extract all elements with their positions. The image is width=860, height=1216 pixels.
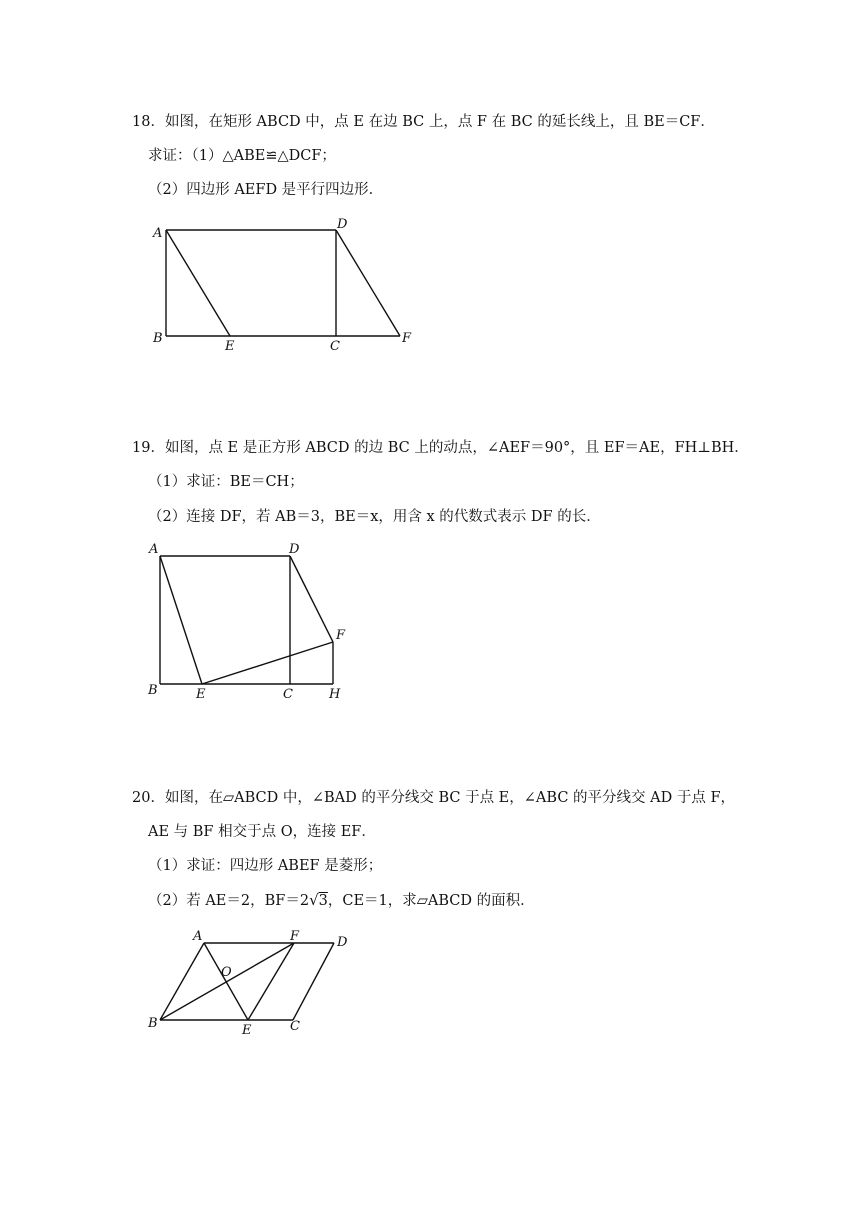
q18-part1: 求证：（1）△ABE≌△DCF；	[148, 148, 336, 164]
q19-label-c: C	[283, 687, 293, 702]
q20-label-o: O	[221, 965, 232, 980]
q19-part1: （1）求证：BE＝CH；	[148, 474, 304, 490]
q19-label-h: H	[329, 687, 341, 702]
sqrt-symbol: √	[309, 891, 319, 909]
q20-figure	[140, 924, 370, 1044]
q18-label-d: D	[337, 217, 348, 232]
q20-label-d: D	[337, 935, 348, 950]
q18-label-c: C	[330, 339, 340, 354]
q19-label-f: F	[336, 628, 346, 643]
q20-label-e: E	[242, 1023, 252, 1038]
q20-stem-cont: AE 与 BF 相交于点 O，连接 EF．	[148, 824, 376, 840]
q20-part2-a: （2）若 AE＝2，BF＝2	[148, 893, 310, 909]
q19-stem: 19．如图，点 E 是正方形 ABCD 的边 BC 上的动点，∠AEF＝90°，且 EF＝AE，FH⊥BH．	[132, 440, 749, 456]
q19-label-d: D	[289, 542, 300, 557]
q20-part2-sqrt: 3	[318, 893, 328, 909]
q19-part2: （2）连接 DF，若 AB＝3，BE＝x，用含 x 的代数式表示 DF 的长．	[148, 509, 601, 525]
q18-figure	[140, 210, 440, 360]
q19-label-b: B	[148, 683, 158, 698]
q19-label-a: A	[149, 542, 159, 557]
q20-part2	[148, 890, 535, 911]
q18-part2: （2）四边形 AEFD 是平行四边形．	[148, 182, 384, 198]
q19-figure	[140, 536, 370, 706]
q18-stem: 18．如图，在矩形 ABCD 中，点 E 在边 BC 上，点 F 在 BC 的延长线上，且 BE＝CF．	[132, 114, 715, 130]
q20-part2-b: ，CE＝1，求▱ABCD 的面积．	[327, 893, 535, 909]
q18-label-b: B	[153, 331, 163, 346]
q20-label-b: B	[148, 1016, 158, 1031]
q18-label-e: E	[225, 339, 235, 354]
q20-label-f: F	[290, 929, 300, 944]
q18-label-f: F	[402, 331, 412, 346]
q20-part1: （1）求证：四边形 ABEF 是菱形；	[148, 858, 383, 874]
q18-label-a: A	[153, 226, 163, 241]
q20-label-c: C	[290, 1019, 300, 1034]
q20-stem: 20．如图，在▱ABCD 中，∠BAD 的平分线交 BC 于点 E，∠ABC 的平分线交 AD 于点 F，	[132, 790, 736, 806]
q20-label-a: A	[193, 929, 203, 944]
q19-label-e: E	[196, 687, 206, 702]
